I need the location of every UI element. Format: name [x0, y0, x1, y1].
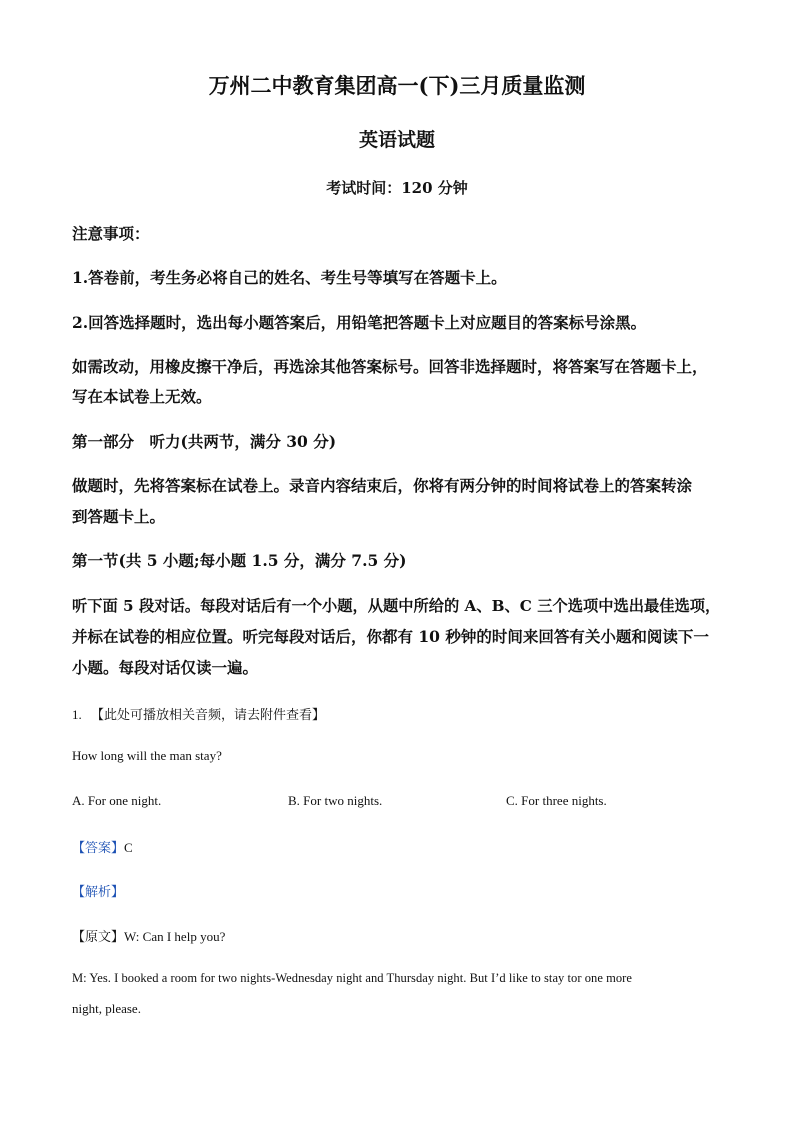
answer-tag: 【答案】 [72, 840, 125, 855]
notes-item-1: 1.答卷前，考生务必将自己的姓名、考生号等填写在答题卡上。 [72, 268, 507, 287]
original-line-3: night, please. [72, 1001, 141, 1016]
part1-instruction-line-1: 做题时，先将答案标在试卷上。录音内容结束后，你将有两分钟的时间将试卷上的答案转涂 [72, 476, 693, 495]
part1-heading: 第一部分 听力(共两节，满分 30 分) [72, 432, 337, 451]
exam-subtitle: 英语试题 [358, 129, 435, 151]
original-text-1: W: Can I help you? [124, 929, 226, 944]
exam-title: 万州二中教育集团高一(下)三月质量监测 [208, 73, 586, 98]
analysis-line [72, 881, 722, 900]
exam-time: 考试时间：120 分钟 [326, 179, 468, 197]
notes-heading: 注意事项： [72, 224, 150, 243]
original-tag: 【原文】 [72, 929, 125, 944]
section1-instruction-line-1: 听下面 5 段对话。每段对话后有一个小题，从题中所给的 A、B、C 三个选项中选出最佳选项， [72, 597, 721, 615]
section1-heading: 第一节(共 5 小题;每小题 1.5 分，满分 7.5 分) [72, 551, 407, 570]
option-c: C. For three nights. [506, 793, 607, 808]
original-line-2: M: Yes. I booked a room for two nights-Wednesday night and Thursday night. But I’d like to stay tor one more [72, 971, 632, 985]
answer-line [72, 837, 722, 856]
answer-value: C [124, 840, 133, 855]
part1-instruction-line-2: 到答题卡上。 [72, 507, 166, 526]
notes-item-2: 2.回答选择题时，选出每小题答案后，用铅笔把答题卡上对应题目的答案标号涂黑。 [72, 313, 647, 332]
question-1-stem: How long will the man stay? [72, 748, 222, 763]
analysis-tag: 【解析】 [72, 884, 125, 899]
notes-item-3-line-2: 写在本试卷上无效。 [72, 387, 212, 406]
original-line-1 [72, 926, 722, 945]
option-b: B. For two nights. [288, 793, 383, 808]
notes-item-3-line-1: 如需改动，用橡皮擦干净后，再选涂其他答案标号。回答非选择题时，将答案写在答题卡上， [72, 357, 708, 376]
section1-instruction-line-2: 并标在试卷的相应位置。听完每段对话后，你都有 10 秒钟的时间来回答有关小题和阅读下一 [72, 627, 709, 646]
question-1-audio-line [72, 704, 722, 723]
question-number: 1. [72, 707, 82, 722]
audio-note: 【此处可播放相关音频，请去附件查看】 [91, 707, 326, 722]
option-a: A. For one night. [72, 793, 162, 808]
section1-instruction-line-3: 小题。每段对话仅读一遍。 [72, 658, 259, 677]
